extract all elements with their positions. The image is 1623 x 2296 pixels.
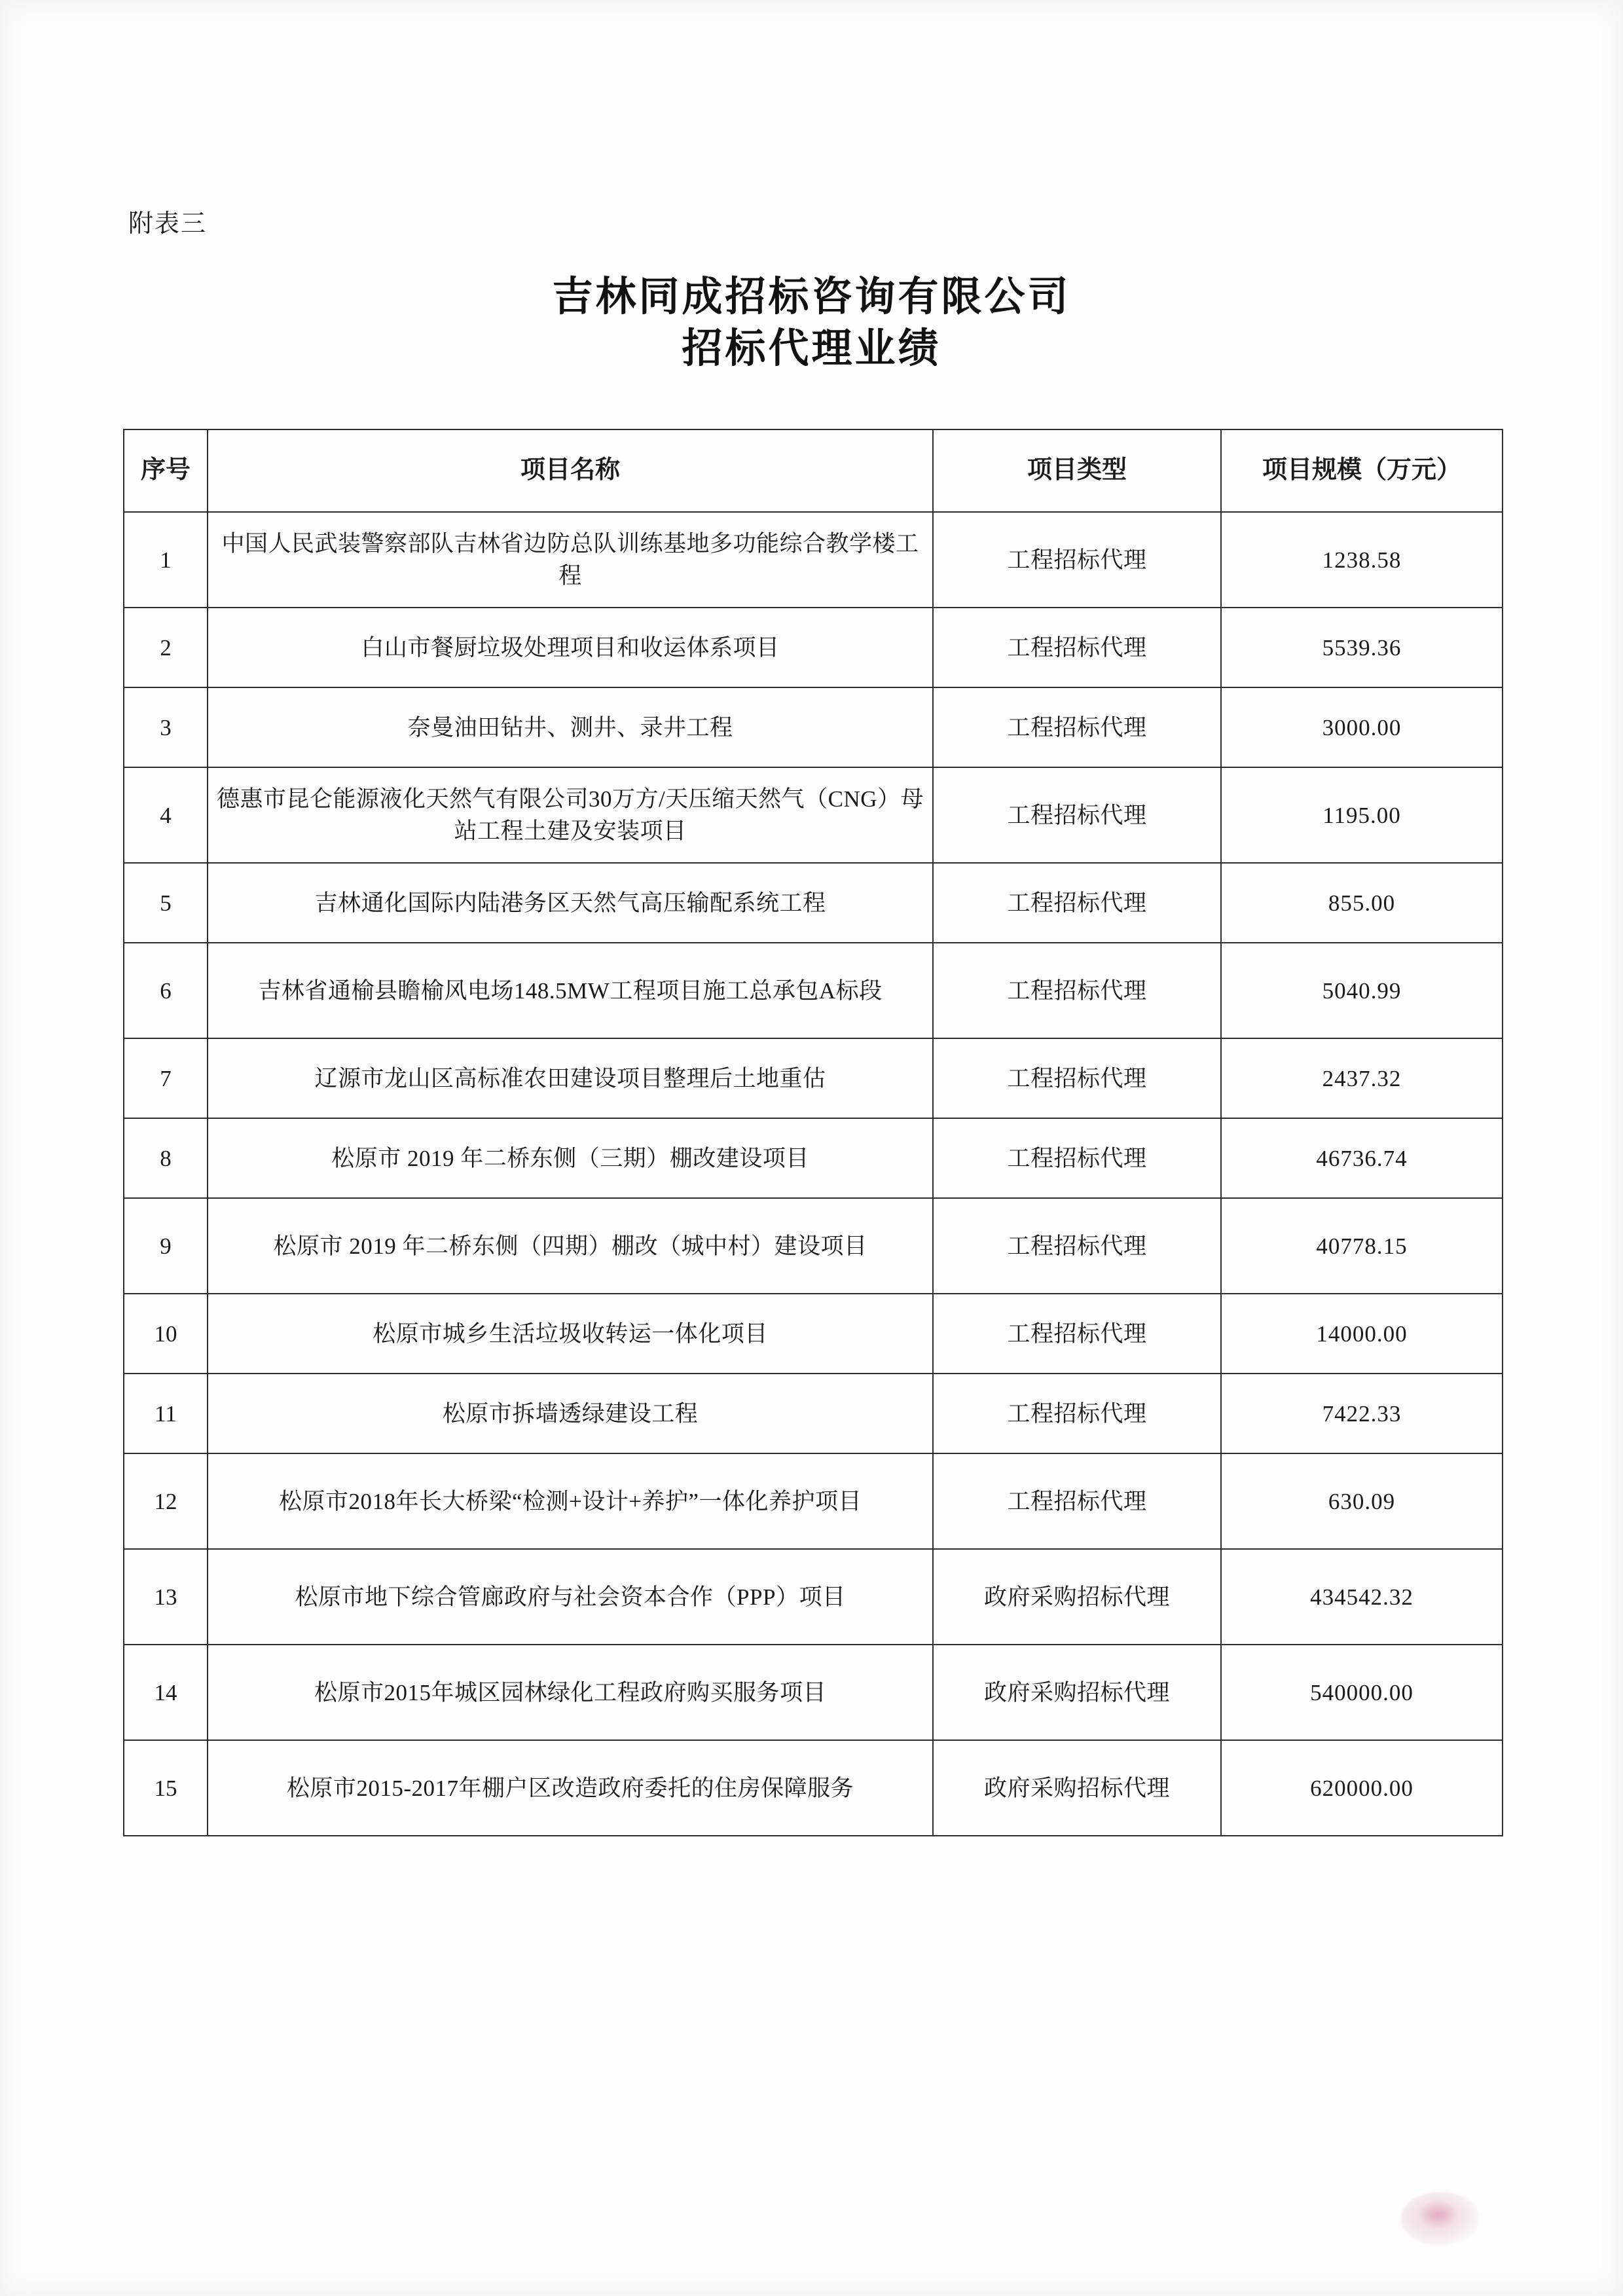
cell-index: 7 (124, 1038, 208, 1118)
table-row (124, 767, 1503, 863)
cell-project-name: 中国人民武装警察部队吉林省边防总队训练基地多功能综合教学楼工程 (208, 512, 933, 608)
column-header-scale: 项目规模（万元） (1221, 429, 1503, 512)
column-header-index: 序号 (124, 429, 208, 512)
cell-index: 4 (124, 767, 208, 863)
cell-project-scale: 46736.74 (1221, 1118, 1503, 1198)
cell-index: 12 (124, 1453, 208, 1549)
table-row (124, 1549, 1503, 1645)
cell-project-type: 工程招标代理 (933, 1374, 1221, 1453)
cell-project-type: 政府采购招标代理 (933, 1549, 1221, 1645)
cell-project-scale: 7422.33 (1221, 1374, 1503, 1453)
cell-project-scale: 3000.00 (1221, 687, 1503, 767)
title-line-1: 吉林同成招标咨询有限公司 (552, 275, 1071, 319)
cell-project-name: 白山市餐厨垃圾处理项目和收运体系项目 (208, 608, 933, 687)
cell-project-name: 松原市城乡生活垃圾收转运一体化项目 (208, 1294, 933, 1374)
column-header-name: 项目名称 (208, 429, 933, 512)
cell-project-scale: 630.09 (1221, 1453, 1503, 1549)
cell-project-type: 工程招标代理 (933, 1198, 1221, 1294)
table-row (124, 863, 1503, 943)
column-header-type: 项目类型 (933, 429, 1221, 512)
cell-project-scale: 5539.36 (1221, 608, 1503, 687)
table-header-row (124, 429, 1503, 512)
table-row (124, 1740, 1503, 1836)
cell-project-scale: 2437.32 (1221, 1038, 1503, 1118)
cell-project-name: 奈曼油田钻井、测井、录井工程 (208, 687, 933, 767)
cell-project-scale: 434542.32 (1221, 1549, 1503, 1645)
cell-project-scale: 14000.00 (1221, 1294, 1503, 1374)
cell-project-name: 吉林通化国际内陆港务区天然气高压输配系统工程 (208, 863, 933, 943)
cell-index: 8 (124, 1118, 208, 1198)
cell-project-name: 吉林省通榆县瞻榆风电场148.5MW工程项目施工总承包A标段 (208, 943, 933, 1038)
cell-index: 11 (124, 1374, 208, 1453)
cell-project-type: 政府采购招标代理 (933, 1645, 1221, 1740)
cell-project-name: 松原市2018年长大桥梁“检测+设计+养护”一体化养护项目 (208, 1453, 933, 1549)
cell-index: 15 (124, 1740, 208, 1836)
cell-project-name: 德惠市昆仑能源液化天然气有限公司30万方/天压缩天然气（CNG）母站工程土建及安装项目 (208, 767, 933, 863)
cell-project-name: 辽源市龙山区高标准农田建设项目整理后土地重估 (208, 1038, 933, 1118)
table-row (124, 608, 1503, 687)
table-row (124, 1118, 1503, 1198)
title-line-2: 招标代理业绩 (682, 327, 941, 372)
cell-project-scale: 5040.99 (1221, 943, 1503, 1038)
cell-project-type: 工程招标代理 (933, 1118, 1221, 1198)
cell-project-type: 工程招标代理 (933, 512, 1221, 608)
cell-index: 1 (124, 512, 208, 608)
table-row (124, 1645, 1503, 1740)
cell-index: 6 (124, 943, 208, 1038)
agency-performance-table (123, 429, 1503, 1836)
cell-project-name: 松原市 2019 年二桥东侧（四期）棚改（城中村）建设项目 (208, 1198, 933, 1294)
cell-index: 10 (124, 1294, 208, 1374)
table-row (124, 1198, 1503, 1294)
table-row (124, 1453, 1503, 1549)
table-row (124, 512, 1503, 608)
cell-index: 2 (124, 608, 208, 687)
cell-index: 9 (124, 1198, 208, 1294)
cell-project-type: 工程招标代理 (933, 687, 1221, 767)
attachment-label: 附表三 (128, 210, 208, 238)
cell-project-scale: 855.00 (1221, 863, 1503, 943)
stamp-mark-inner (1419, 2201, 1457, 2227)
cell-project-type: 政府采购招标代理 (933, 1740, 1221, 1836)
cell-project-name: 松原市2015年城区园林绿化工程政府购买服务项目 (208, 1645, 933, 1740)
table-row (124, 943, 1503, 1038)
cell-index: 13 (124, 1549, 208, 1645)
cell-project-name: 松原市2015-2017年棚户区改造政府委托的住房保障服务 (208, 1740, 933, 1836)
cell-index: 3 (124, 687, 208, 767)
cell-project-scale: 540000.00 (1221, 1645, 1503, 1740)
cell-project-scale: 1195.00 (1221, 767, 1503, 863)
cell-project-name: 松原市地下综合管廊政府与社会资本合作（PPP）项目 (208, 1549, 933, 1645)
cell-project-scale: 40778.15 (1221, 1198, 1503, 1294)
cell-project-scale: 1238.58 (1221, 512, 1503, 608)
cell-project-type: 工程招标代理 (933, 1294, 1221, 1374)
cell-project-name: 松原市拆墙透绿建设工程 (208, 1374, 933, 1453)
cell-project-type: 工程招标代理 (933, 1453, 1221, 1549)
cell-project-type: 工程招标代理 (933, 1038, 1221, 1118)
cell-project-scale: 620000.00 (1221, 1740, 1503, 1836)
cell-project-type: 工程招标代理 (933, 863, 1221, 943)
cell-index: 14 (124, 1645, 208, 1740)
document-title (0, 272, 1623, 376)
cell-project-name: 松原市 2019 年二桥东侧（三期）棚改建设项目 (208, 1118, 933, 1198)
table-row (124, 1038, 1503, 1118)
table-row (124, 687, 1503, 767)
cell-project-type: 工程招标代理 (933, 943, 1221, 1038)
table-row (124, 1294, 1503, 1374)
cell-project-type: 工程招标代理 (933, 608, 1221, 687)
cell-index: 5 (124, 863, 208, 943)
cell-project-type: 工程招标代理 (933, 767, 1221, 863)
table-row (124, 1374, 1503, 1453)
